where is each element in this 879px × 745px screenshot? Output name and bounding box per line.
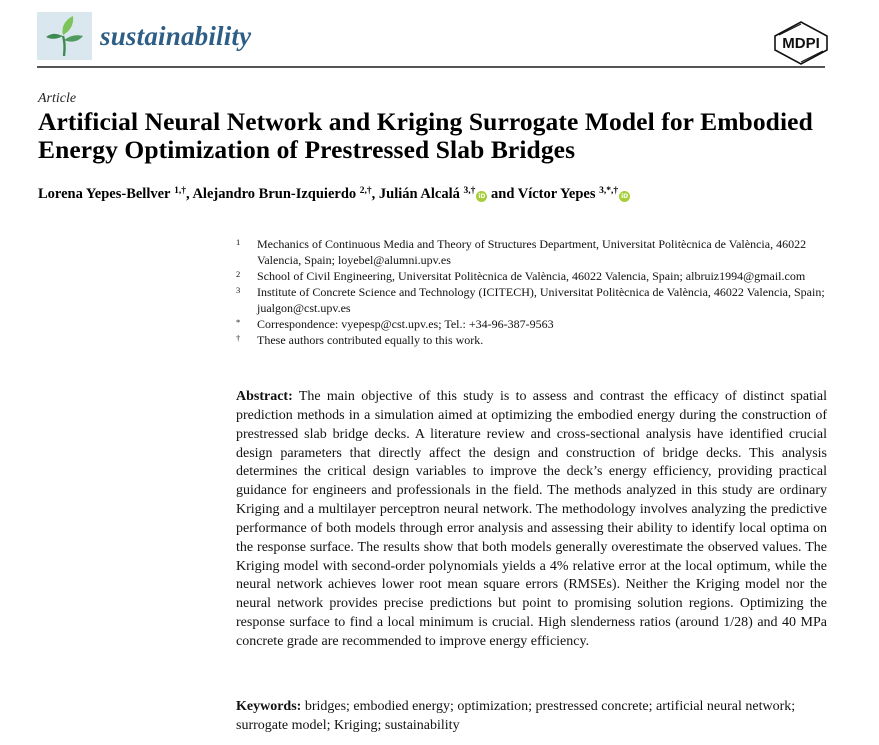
keywords-label: Keywords: — [236, 699, 302, 714]
abstract-text: The main objective of this study is to assess and contrast the efficacy of distinct spatial prediction methods in a simulation aimed at optimizing the embodied energy during the construction of prestressed slab bridge decks. A literature review and cross-sectional analysis have identified crucial design parameters that directly affect the design and construction of bridge decks. This analysis determines the critical design variables to improve the deck’s energy efficiency, providing practical guidance for engineers and professionals in the field. The methods analyzed in this study are ordinary Kriging and a multilayer perceptron neural network. The methodology involves analyzing the predictive performance of both models through error analysis and assessing their ability to identify local optima on the response surface. The results show that both models generally overestimate the observed values. The Kriging model with second-order polynomials yields a 4% relative error at the local optimum, while the neural network achieves lower root mean square errors (RMSEs). Neither the Kriging model nor the neural network provides precise predictions but point to promising solution regions. Optimizing the response surface to find a local minimum is crucial. High slenderness ratios (around 1/28) and 40 MPa concrete grade are recommended to improve energy efficiency. — [236, 389, 828, 649]
author-name[interactable]: Julián Alcalá — [378, 186, 460, 202]
orcid-icon[interactable]: iD — [621, 193, 629, 200]
plant-logo-icon — [37, 12, 92, 60]
author-name[interactable]: Lorena Yepes-Bellver — [38, 186, 171, 202]
affiliation-item — [236, 236, 836, 268]
author-affiliation-marks: 3,*,† — [599, 186, 619, 196]
mdpi-logo-text: MDPI — [782, 35, 820, 52]
author-affiliation-marks: 3,† — [463, 186, 476, 196]
abstract-label: Abstract: — [236, 389, 293, 404]
journal-header — [37, 12, 825, 68]
affiliation-item — [236, 284, 836, 316]
author-list — [38, 186, 858, 203]
author-affiliation-marks: 2,† — [359, 186, 372, 196]
header-divider — [37, 66, 825, 68]
affiliation-text: School of Civil Engineering, Universitat Politècnica de València, 46022 Valencia, Spain; albruiz1994@gmail.com — [257, 269, 806, 283]
abstract — [236, 388, 827, 652]
keywords — [236, 697, 827, 735]
author-separator: and — [487, 186, 518, 202]
author-affiliation-marks: 1,† — [174, 186, 186, 196]
affiliation-item — [236, 332, 836, 348]
affiliation-mark: † — [236, 333, 241, 343]
author-name[interactable]: Víctor Yepes — [517, 186, 596, 202]
article-title: Artificial Neural Network and Kriging Surrogate Model for Embodied Energy Optimization of Prestressed Slab Bridges — [38, 107, 813, 164]
affiliation-text: Mechanics of Continuous Media and Theory of Structures Department, Universitat Politècnica de València, 46022 Valencia, Spain; loyebel@alumni.upv.es — [257, 237, 807, 267]
author-separator: , — [371, 186, 379, 202]
author-name[interactable]: Alejandro Brun-Izquierdo — [192, 186, 357, 202]
affiliations — [236, 236, 836, 348]
affiliation-mark: 1 — [236, 237, 241, 247]
keywords-text: bridges; embodied energy; optimization; prestressed concrete; artificial neural network; surrogate model; Kriging; sustainability — [236, 699, 796, 733]
affiliation-item — [236, 316, 836, 332]
mdpi-logo[interactable] — [755, 18, 847, 66]
affiliation-text: Correspondence: vyepesp@cst.upv.es; Tel.: +34-96-387-9563 — [257, 317, 554, 331]
affiliation-text: These authors contributed equally to this work. — [257, 333, 484, 347]
affiliation-text: Institute of Concrete Science and Technology (ICITECH), Universitat Politècnica de València, 46022 Valencia, Spain; jualgon@cst.upv.es — [257, 285, 825, 315]
author-separator: , — [186, 186, 193, 202]
affiliation-mark: * — [236, 317, 241, 327]
affiliation-mark: 2 — [236, 269, 241, 279]
article-type: Article — [38, 91, 77, 106]
journal-logo[interactable] — [37, 12, 251, 60]
journal-name: sustainability — [100, 20, 252, 51]
affiliation-item — [236, 268, 836, 284]
affiliation-mark: 3 — [236, 285, 241, 295]
orcid-icon[interactable]: iD — [478, 193, 486, 200]
